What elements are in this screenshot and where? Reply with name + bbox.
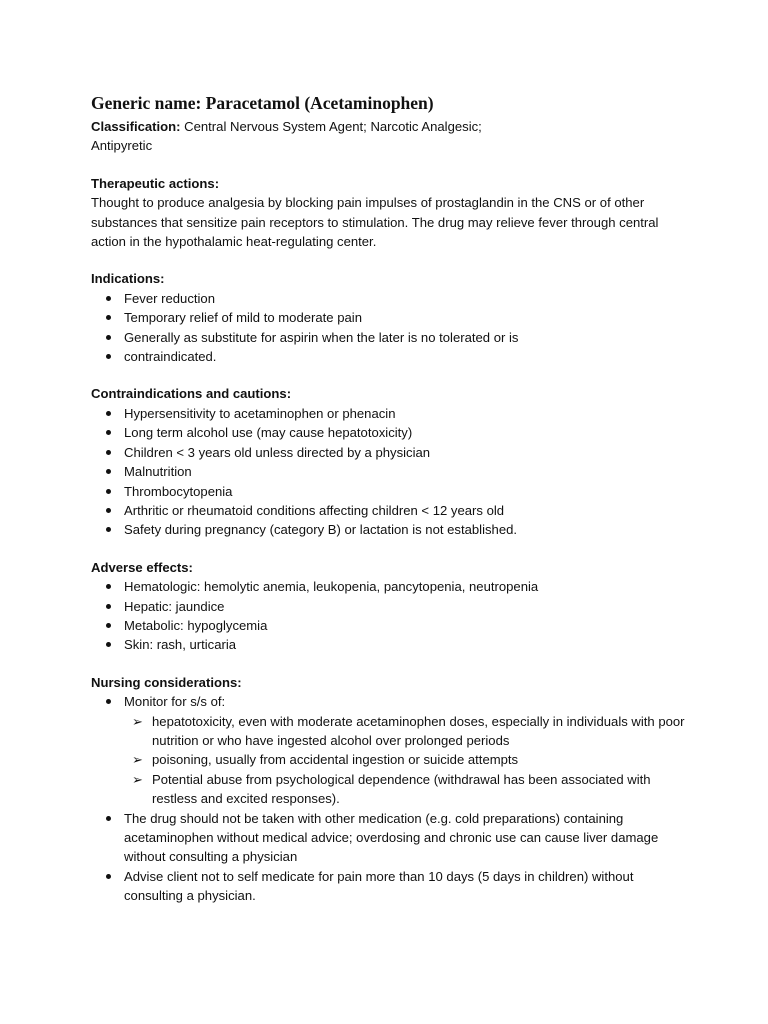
- list-item: Arthritic or rheumatoid conditions affecting children < 12 years old: [91, 501, 691, 520]
- sub-list-item: [124, 712, 691, 751]
- monitor-text: Monitor for s/s of:: [124, 694, 226, 710]
- indications-section: [91, 269, 691, 366]
- list-item: Children < 3 years old unless directed by a physician: [91, 443, 691, 462]
- list-item: Fever reduction: [91, 289, 691, 308]
- contraindications-list: [91, 404, 691, 540]
- list-item: Temporary relief of mild to moderate pain: [91, 308, 691, 327]
- classification-line: [91, 117, 691, 156]
- list-item: Long term alcohol use (may cause hepatotoxicity): [91, 423, 691, 442]
- monitor-sublist: [124, 712, 691, 809]
- list-item: Safety during pregnancy (category B) or lactation is not established.: [91, 520, 691, 539]
- contraindications-heading: Contraindications and cautions:: [91, 386, 292, 402]
- list-item: The drug should not be taken with other medication (e.g. cold preparations) containing acetaminophen without medical advice; overdosing and chronic use can cause liver damage without consulting a physician: [91, 809, 691, 867]
- list-item: Hepatic: jaundice: [91, 597, 691, 616]
- adverse-effects-list: [91, 577, 691, 655]
- therapeutic-actions-section: [91, 174, 691, 252]
- classification-value: Central Nervous System Agent; Narcotic Analgesic;: [180, 119, 482, 134]
- list-item: [91, 692, 691, 808]
- nursing-heading: Nursing considerations:: [91, 674, 242, 690]
- arrow-bullet-icon: ➢: [132, 771, 143, 787]
- document-page: [91, 91, 691, 906]
- therapeutic-actions-text: Thought to produce analgesia by blocking pain impulses of prostaglandin in the CNS or of other substances that sensitize pain receptors to stimulation. The drug may relieve fever through central action in the hypothalamic heat-regulating center.: [91, 195, 659, 250]
- sub-list-item-text: Potential abuse from psychological dependence (withdrawal has been associated with restless and excited responses).: [152, 771, 651, 807]
- indications-list: [91, 289, 691, 367]
- document-title: Generic name: Paracetamol (Acetaminophen): [91, 93, 434, 113]
- arrow-bullet-icon: ➢: [132, 713, 143, 729]
- list-item: Hematologic: hemolytic anemia, leukopenia, pancytopenia, neutropenia: [91, 577, 691, 596]
- sub-list-item: [124, 770, 691, 809]
- nursing-list: [91, 692, 691, 905]
- list-item: Generally as substitute for aspirin when the later is no tolerated or is: [91, 328, 691, 347]
- sub-list-item-text: hepatotoxicity, even with moderate acetaminophen doses, especially in individuals with poor nutrition or who have ingested alcohol over prolonged periods: [152, 713, 685, 748]
- list-item: Advise client not to self medicate for pain more than 10 days (5 days in children) without consulting a physician.: [91, 867, 691, 906]
- classification-label: Classification:: [91, 119, 181, 134]
- list-item: Skin: rash, urticaria: [91, 635, 691, 654]
- arrow-bullet-icon: ➢: [132, 752, 143, 768]
- list-item: Hypersensitivity to acetaminophen or phenacin: [91, 404, 691, 423]
- contraindications-section: [91, 384, 691, 539]
- classification-value-line2: Antipyretic: [91, 138, 153, 154]
- sub-list-item-text: poisoning, usually from accidental ingestion or suicide attempts: [152, 752, 519, 768]
- sub-list-item: [124, 750, 691, 769]
- indications-heading: Indications:: [91, 271, 165, 287]
- nursing-section: [91, 673, 691, 906]
- list-item: Metabolic: hypoglycemia: [91, 616, 691, 635]
- list-item: Malnutrition: [91, 462, 691, 481]
- adverse-effects-heading: Adverse effects:: [91, 559, 193, 575]
- list-item: Thrombocytopenia: [91, 482, 691, 501]
- therapeutic-actions-heading: Therapeutic actions:: [91, 175, 220, 191]
- list-item: contraindicated.: [91, 347, 691, 366]
- adverse-effects-section: [91, 558, 691, 655]
